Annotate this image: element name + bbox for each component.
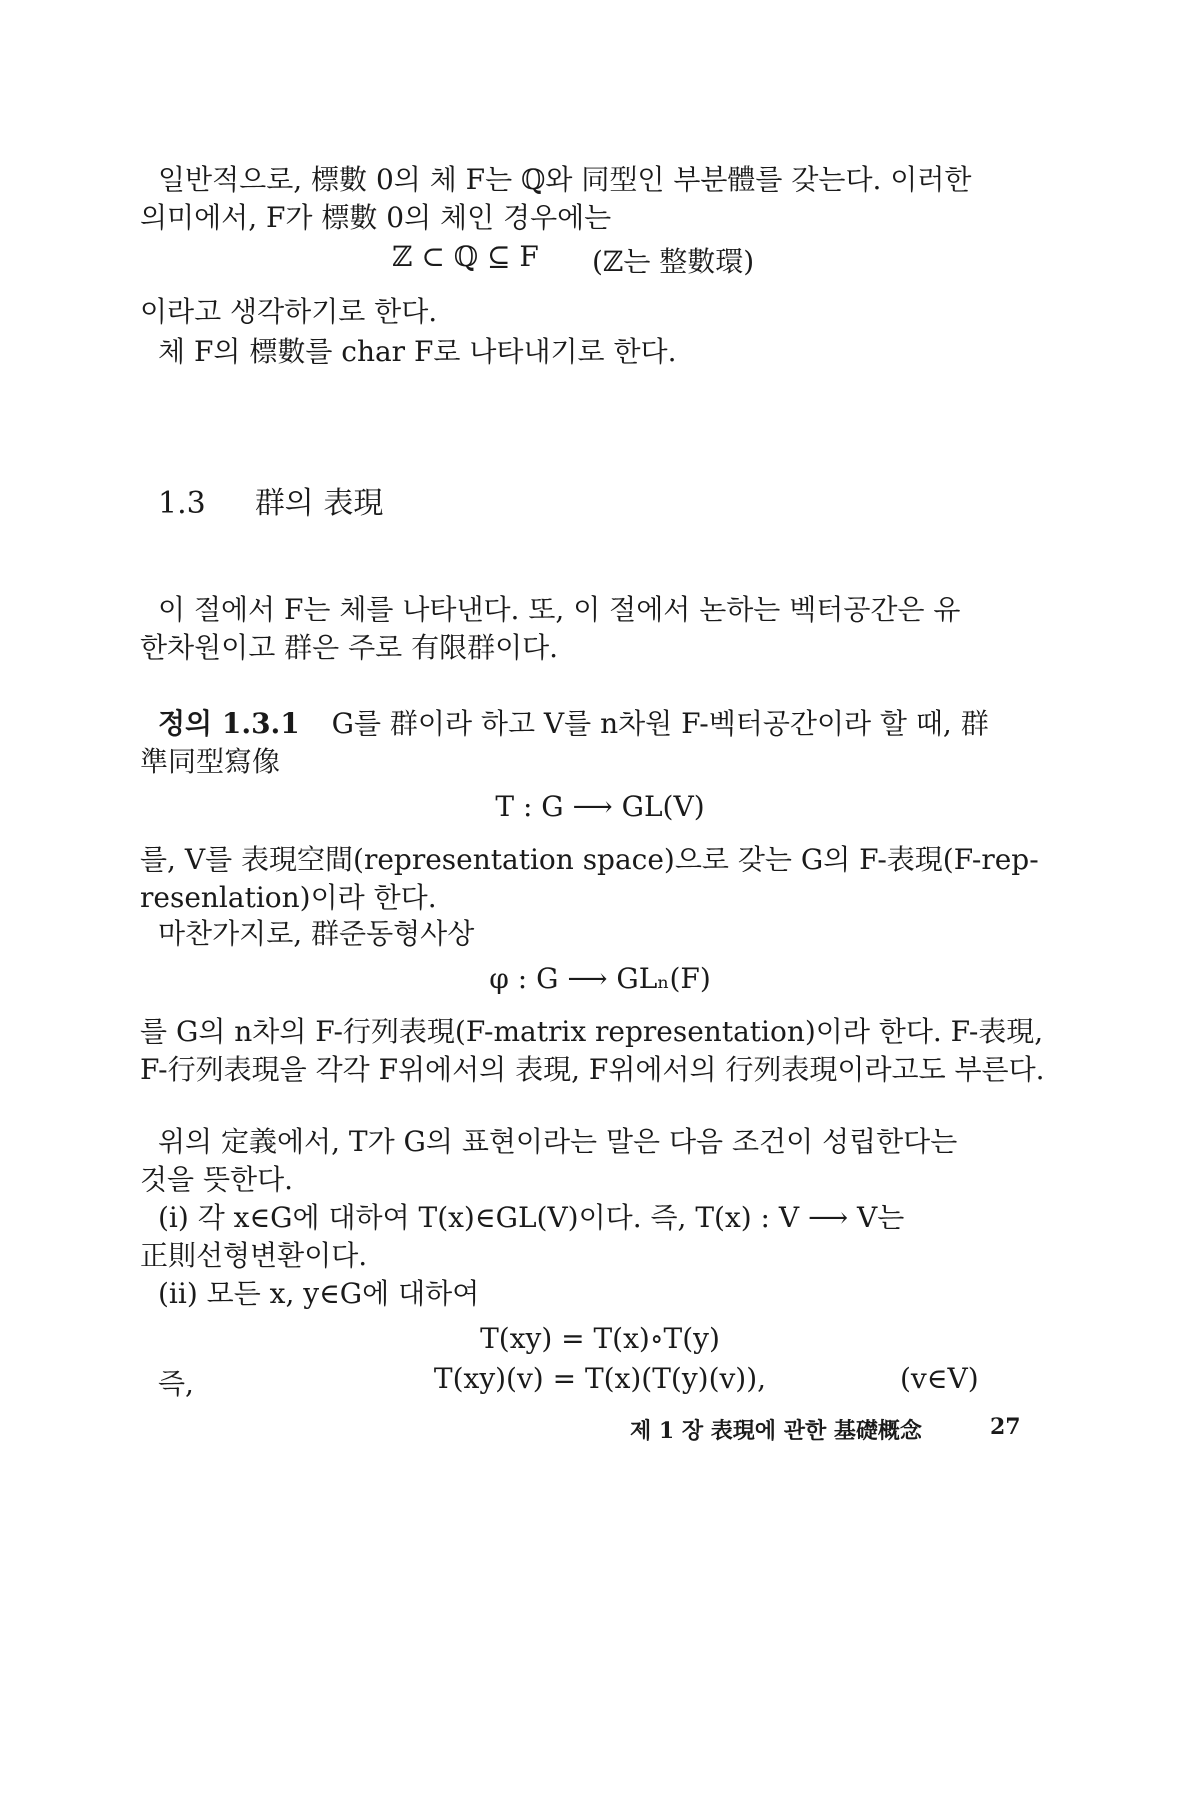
formula-action: T(xy)(v) = T(x)(T(y)(v)),: [433, 1362, 767, 1395]
paragraph-line: 위의 定義에서, T가 G의 표현이라는 말은 다음 조건이 성립한다는: [158, 1125, 958, 1158]
definition-text: G를 群이라 하고 V를 n차원 F-벡터공간이라 할 때, 群: [331, 707, 989, 740]
formula-inclusion: ℤ ⊂ ℚ ⊆ F: [392, 240, 539, 273]
paragraph-line: 의미에서, F가 標數 0의 체인 경우에는: [140, 201, 612, 234]
definition-line: [158, 702, 989, 742]
paragraph-line: 마찬가지로, 群준동형사상: [158, 917, 475, 950]
condition-ii: (ii) 모든 x, y∈G에 대하여: [158, 1277, 480, 1310]
formula-homomorphism: T(xy) = T(x)∘T(y): [480, 1322, 720, 1355]
paragraph-line: 것을 뜻한다.: [140, 1163, 294, 1196]
paragraph-line: 이 절에서 F는 체를 나타낸다. 또, 이 절에서 논하는 벡터공간은 유: [158, 593, 961, 626]
definition-line: 準同型寫像: [140, 745, 281, 778]
paragraph-line: 한차원이고 群은 주로 有限群이다.: [140, 631, 559, 664]
paragraph-line: F-行列表現을 각각 F위에서의 表現, F위에서의 行列表現이라고도 부른다.: [140, 1053, 1045, 1086]
paragraph-line: resenlation)이라 한다.: [140, 881, 437, 914]
formula-prefix: 즉,: [158, 1367, 194, 1400]
paragraph-line: 체 F의 標數를 char F로 나타내기로 한다.: [158, 335, 677, 368]
running-footer: 제 1 장 表現에 관한 基礎概念: [630, 1418, 922, 1444]
section-number: 1.3: [158, 486, 206, 521]
formula-representation: T : G ⟶ GL(V): [495, 790, 705, 823]
paragraph-line: 正則선형변환이다.: [140, 1239, 368, 1272]
formula-note: (ℤ는 整數環): [592, 245, 755, 278]
paragraph-line: 이라고 생각하기로 한다.: [140, 295, 438, 328]
section-title: 群의 表現: [254, 486, 384, 521]
paragraph-line: 를, V를 表現空間(representation space)으로 갖는 G의 F-表現(F-rep-: [140, 843, 1039, 876]
page-number: 27: [990, 1414, 1021, 1440]
formula-matrix-representation: φ : G ⟶ GLₙ(F): [489, 962, 711, 995]
definition-label: 정의 1.3.1: [158, 707, 300, 740]
paragraph-line: 일반적으로, 標數 0의 체 F는 ℚ와 同型인 부분體를 갖는다. 이러한: [158, 163, 972, 196]
condition-i: (i) 각 x∈G에 대하여 T(x)∈GL(V)이다. 즉, T(x) : V ⟶ V는: [158, 1201, 905, 1234]
formula-condition: (v∈V): [900, 1362, 979, 1395]
section-heading: [158, 478, 383, 522]
paragraph-line: 를 G의 n차의 F-行列表現(F-matrix representation)이라 한다. F-表現,: [140, 1015, 1044, 1048]
